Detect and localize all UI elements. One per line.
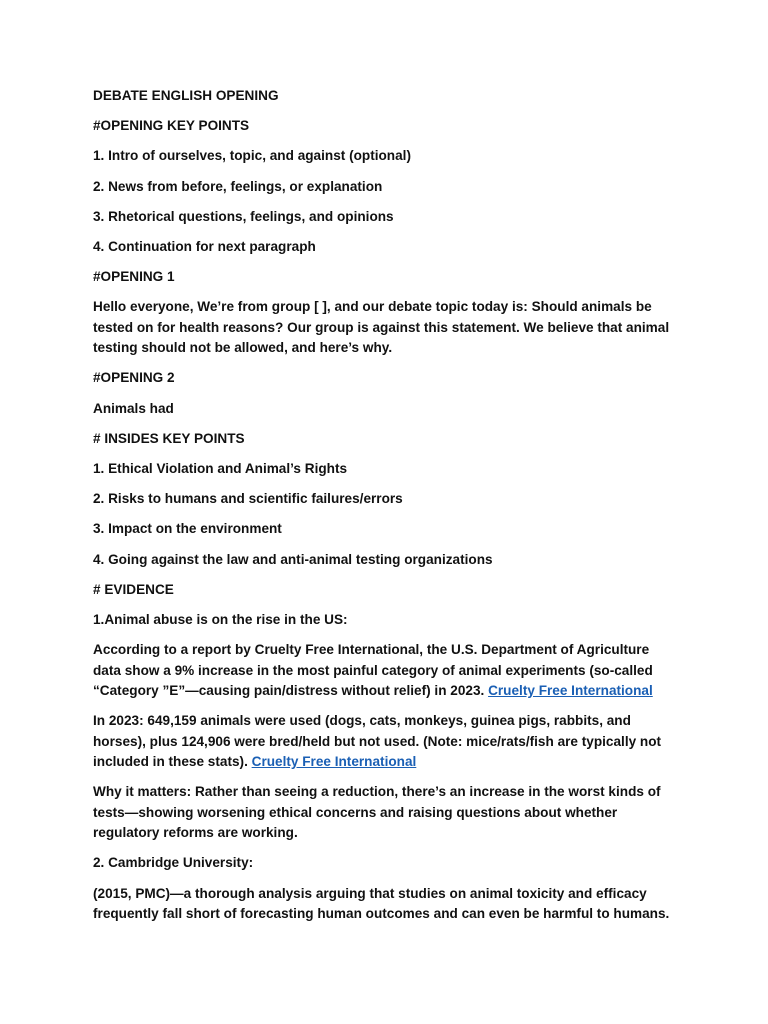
document-body xyxy=(93,86,673,934)
opening-key-point-1: 1. Intro of ourselves, topic, and against (optional) xyxy=(93,148,411,164)
insides-key-point-3: 3. Impact on the environment xyxy=(93,521,282,537)
insides-key-point-2: 2. Risks to humans and scientific failures/errors xyxy=(93,491,403,507)
opening-2-heading: #OPENING 2 xyxy=(93,370,175,386)
document-title: DEBATE ENGLISH OPENING xyxy=(93,88,279,103)
opening-key-point-4: 4. Continuation for next paragraph xyxy=(93,239,316,255)
evidence-1-paragraph-3: Why it matters: Rather than seeing a reduction, there’s an increase in the worst kinds of tests—showing worsening ethical concerns and raising questions about whether regulatory reforms are working. xyxy=(93,784,661,841)
opening-key-point-3: 3. Rhetorical questions, feelings, and opinions xyxy=(93,208,394,224)
evidence-1-paragraph-2 xyxy=(93,711,673,772)
cruelty-free-link-2[interactable]: Cruelty Free International xyxy=(251,754,417,770)
opening-key-points-heading: #OPENING KEY POINTS xyxy=(93,118,250,134)
cruelty-free-link-1[interactable]: Cruelty Free International xyxy=(488,683,653,699)
evidence-2-paragraph-1: (2015, PMC)—a thorough analysis arguing that studies on animal toxicity and efficacy frequently fall short of forecasting human outcomes and can even be harmful to humans. xyxy=(93,885,670,921)
opening-2-paragraph: Animals had xyxy=(93,400,174,416)
evidence-1-paragraph-1 xyxy=(93,640,673,701)
evidence-1-paragraph-2-text: In 2023: 649,159 animals were used (dogs, cats, monkeys, guinea pigs, rabbits, and horses), plus 124,906 were bred/held but not used. (Note: mice/rats/fish are typically not included in these stats). xyxy=(93,713,662,770)
insides-key-points-heading: # INSIDES KEY POINTS xyxy=(93,430,245,446)
evidence-heading: # EVIDENCE xyxy=(93,581,174,597)
opening-key-point-2: 2. News from before, feelings, or explanation xyxy=(93,178,383,194)
evidence-2-heading: 2. Cambridge University: xyxy=(93,855,254,871)
insides-key-point-4: 4. Going against the law and anti-animal testing organizations xyxy=(93,551,493,567)
opening-1-paragraph: Hello everyone, We’re from group [ ], and our debate topic today is: Should animals be tested on for health reasons? Our group is against this statement. We believe that animal testing should not be allowed, and here’s why. xyxy=(93,299,670,356)
insides-key-point-1: 1. Ethical Violation and Animal’s Rights xyxy=(93,461,348,477)
evidence-1-paragraph-1-text: According to a report by Cruelty Free International, the U.S. Department of Agriculture data show a 9% increase in the most painful category of animal experiments (so-called “Category ”E”—causing pain/distress without relief) in 2023. xyxy=(93,642,653,699)
evidence-1-heading: 1.Animal abuse is on the rise in the US: xyxy=(93,612,348,628)
opening-1-heading: #OPENING 1 xyxy=(93,269,175,285)
